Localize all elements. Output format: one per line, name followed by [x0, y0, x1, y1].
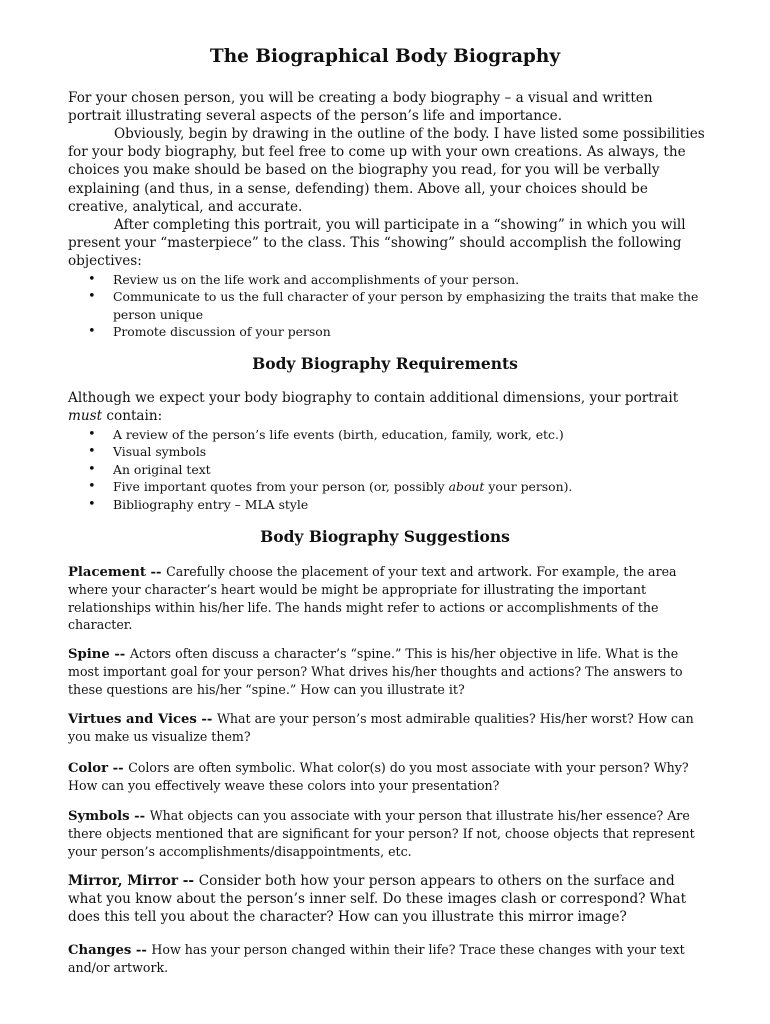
suggestion-text: What objects can you associate with your person that illustrate his/her essence? Are there objects mentioned that are significant for your person? If not, choose objects that represent your person’s accomplishments/disappointments, etc.: [68, 808, 695, 859]
list-item: • Visual symbols: [68, 443, 708, 460]
suggestion-label: Spine: [68, 647, 110, 662]
suggestion-separator: --: [145, 565, 167, 580]
list-item: • An original text: [68, 461, 708, 478]
list-item: • Communicate to us the full character of your person by emphasizing the traits that make the person unique: [68, 288, 708, 323]
suggestion-text: Carefully choose the placement of your text and artwork. For example, the area where your character’s heart would be might be appropriate for illustrating the important relationships within his/her life. The hands might refer to actions or accomplishments of the character.: [68, 564, 677, 633]
suggestion-separator: --: [196, 712, 217, 727]
list-item: • A review of the person’s life events (birth, education, family, work, etc.): [68, 426, 708, 443]
page-title: The Biographical Body Biography: [209, 46, 561, 67]
list-item: [68, 478, 708, 495]
suggestion-text: Actors often discuss a character’s “spine.” This is his/her objective in life. What is the most important goal for your person? What drives his/her thoughts and actions? The answers to these questions are his/her “spine.” How can you illustrate it?: [68, 646, 683, 697]
suggestion-virtues-vices: [68, 710, 708, 746]
suggestion-text: What are your person’s most admirable qualities? His/her worst? How can you make us visualize them?: [68, 711, 694, 745]
intro-paragraph-3: [68, 216, 708, 271]
suggestion-mirror: [68, 872, 708, 927]
quotes-text-end: your person).: [484, 479, 573, 495]
intro-paragraph-1: For your chosen person, you will be creating a body biography – a visual and written portrait illustrating several aspects of the person’s life and importance.: [68, 90, 653, 125]
requirements-intro-end: contain:: [102, 408, 163, 425]
requirements-heading: Body Biography Requirements: [252, 354, 518, 373]
objectives-list: [68, 271, 708, 341]
suggestion-label: Virtues and Vices: [68, 712, 197, 727]
suggestion-label: Symbols: [68, 809, 130, 824]
suggestion-symbols: [68, 807, 708, 860]
quotes-text-start: Five important quotes from your person (or, possibly: [113, 479, 449, 495]
list-item: • Review us on the life work and accomplishments of your person.: [68, 271, 708, 288]
suggestion-separator: --: [131, 943, 152, 958]
suggestion-text: How has your person changed within their life? Trace these changes with your text and/or artwork.: [68, 942, 685, 976]
suggestion-text: Consider both how your person appears to others on the surface and what you know about the person’s inner self. Do these images clash or correspond? What does this tell you about the character? How can you illustrate this mirror image?: [68, 873, 687, 926]
suggestion-separator: --: [109, 647, 130, 662]
requirements-intro: [68, 389, 708, 425]
suggestions-heading: Body Biography Suggestions: [260, 527, 510, 546]
intro-paragraph-2-text: Obviously, begin by drawing in the outline of the body. I have listed some possibilities for your body biography, but feel free to come up with your own creations. As always, the choices you make should be based on the biography you read, for you will be verbally explaining (and thus, in a sense, defending) them. Above all, your choices should be creative, analytical, and accurate.: [68, 126, 705, 215]
list-item: • Promote discussion of your person: [68, 323, 708, 340]
suggestion-color: [68, 759, 708, 795]
suggestion-separator: --: [129, 809, 150, 824]
suggestion-separator: --: [178, 873, 199, 889]
suggestion-label: Mirror, Mirror: [68, 873, 179, 889]
suggestion-spine: [68, 645, 708, 698]
suggestion-text: Colors are often symbolic. What color(s) do you most associate with your person? Why? How can you effectively weave these colors into your presentation?: [68, 760, 689, 794]
requirements-intro-start: Although we expect your body biography to contain additional dimensions, your portrait: [68, 390, 679, 406]
suggestion-changes: [68, 941, 708, 977]
intro-paragraph-2: [68, 125, 708, 216]
intro-paragraph-3-text: After completing this portrait, you will participate in a “showing” in which you will present your “masterpiece” to the class. This “showing” should accomplish the following objectives:: [68, 217, 686, 270]
suggestion-placement: [68, 563, 708, 634]
list-item: • Bibliography entry – MLA style: [68, 496, 708, 513]
suggestion-label: Color: [68, 761, 109, 776]
quotes-text-emphasis: about: [448, 479, 485, 495]
suggestion-label: Placement: [68, 565, 146, 580]
suggestion-label: Changes: [68, 943, 132, 958]
suggestion-separator: --: [108, 761, 129, 776]
requirements-list: [68, 426, 708, 513]
requirements-intro-emphasis: must: [68, 408, 103, 425]
